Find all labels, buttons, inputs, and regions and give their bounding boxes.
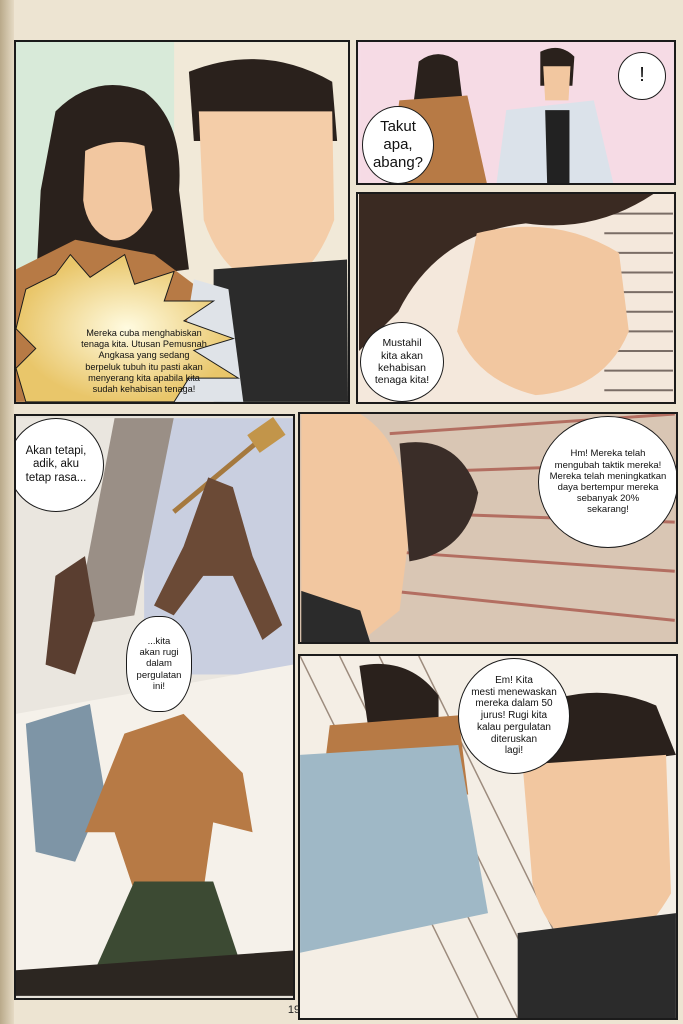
book-spine-shadow <box>0 0 14 1024</box>
panel-3 <box>356 192 676 404</box>
speech-bubble-takut-apa: Takut apa, abang? <box>362 106 434 184</box>
panel-4 <box>14 414 295 1000</box>
coat-figure-face <box>543 66 570 100</box>
speech-bubble-exclamation: ! <box>618 52 666 100</box>
speech-bubble-em-kita: Em! Kita mesti menewaskan mereka dalam 50 jurus! Rugi kita kalau pergulatan diteruskan lagi! <box>458 658 570 774</box>
panel-1 <box>14 40 350 404</box>
panel-5 <box>298 412 678 644</box>
speech-bubble-akan-tetapi: Akan tetapi, adik, aku tetap rasa... <box>14 418 104 512</box>
speech-bubble-mustahil: Mustahil kita akan kehabisan tenaga kita! <box>360 322 444 402</box>
page-number: 19 <box>287 1004 301 1016</box>
speech-bubble-kita-akan-rugi: ...kita akan rugi dalam pergulatan ini! <box>126 616 192 712</box>
panel-6 <box>298 654 678 1020</box>
narration-caption: Mereka cuba menghabiskan tenaga kita. Utusan Pemusnah Angkasa yang sedang berpeluk tubuh itu pasti akan menyerang kita apabila kita sudah kehabisan tenaga! <box>81 328 207 395</box>
panel-2 <box>356 40 676 185</box>
speech-bubble-mereka-mengubah-taktik: Hm! Mereka telah mengubah taktik mereka! Mereka telah meningkatkan daya bertempur mereka sebanyak 20% sekarang! <box>538 416 678 548</box>
black-shirt-figure <box>545 110 569 183</box>
face-left <box>83 142 152 240</box>
long-hair-figure-head <box>414 54 463 100</box>
